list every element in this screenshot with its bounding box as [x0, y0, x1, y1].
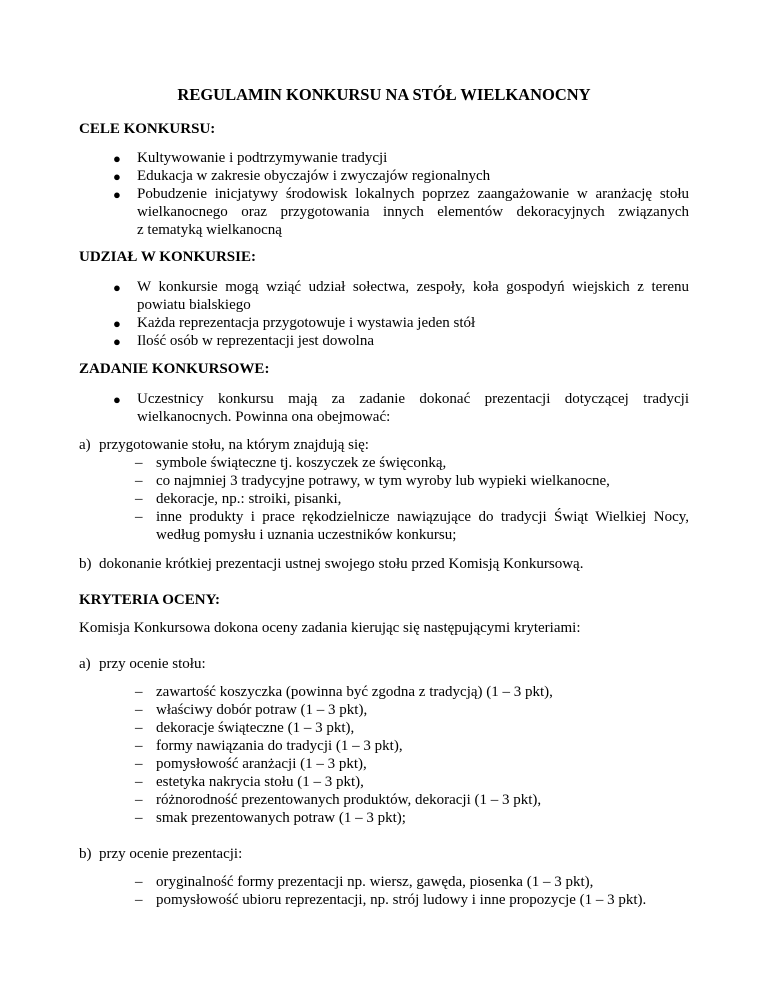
item-text: przy ocenie stołu: [99, 656, 206, 672]
dash-icon: – [135, 792, 143, 808]
dash-icon: – [135, 774, 143, 790]
list-item: smak prezentowanych potraw (1 – 3 pkt); [156, 810, 406, 826]
list-item: W konkursie mogą wziąć udział sołectwa, zespoły, koła gospodyń wiejskich z terenu [137, 279, 689, 295]
list-item: symbole świąteczne tj. koszyczek ze święconką, [156, 455, 447, 471]
list-item: Kultywowanie i podtrzymywanie tradycji [137, 150, 388, 166]
item-text: przygotowanie stołu, na którym znajdują się: [99, 437, 369, 453]
dash-icon: – [135, 874, 143, 890]
list-item: co najmniej 3 tradycyjne potrawy, w tym wyroby lub wypieki wielkanocne, [156, 473, 610, 489]
dash-icon: – [135, 509, 143, 525]
bullet-icon: ● [113, 316, 121, 331]
item-text: przy ocenie prezentacji: [99, 846, 243, 862]
dash-icon: – [135, 892, 143, 908]
paragraph: Komisja Konkursowa dokona oceny zadania kierując się następującymi kryteriami: [79, 620, 581, 636]
list-item: Edukacja w zakresie obyczajów i zwyczajów regionalnych [137, 168, 491, 184]
list-item-continuation: wielkanocnego oraz przygotowania innych elementów dekoracyjnych związanych [137, 204, 689, 220]
list-item: dekoracje, np.: stroiki, pisanki, [156, 491, 342, 507]
page-title: REGULAMIN KONKURSU NA STÓŁ WIELKANOCNY [177, 85, 591, 104]
bullet-icon: ● [113, 169, 121, 184]
list-item: inne produkty i prace rękodzielnicze nawiązujące do tradycji Świąt Wielkiej Nocy, [156, 509, 689, 525]
bullet-icon: ● [113, 392, 121, 407]
item-label: b) [79, 556, 92, 572]
list-item: różnorodność prezentowanych produktów, dekoracji (1 – 3 pkt), [156, 792, 542, 808]
dash-icon: – [135, 738, 143, 754]
list-item-continuation: według pomysłu i uznania uczestników konkursu; [156, 527, 457, 543]
dash-icon: – [135, 473, 143, 489]
list-item: oryginalność formy prezentacji np. wiersz, gawęda, piosenka (1 – 3 pkt), [156, 874, 594, 890]
bullet-icon: ● [113, 280, 121, 295]
section-heading-cele: CELE KONKURSU: [79, 121, 216, 137]
list-item: Każda reprezentacja przygotowuje i wystawia jeden stół [137, 315, 476, 331]
dash-icon: – [135, 756, 143, 772]
section-heading-kryteria: KRYTERIA OCENY: [79, 592, 221, 608]
list-item: pomysłowość aranżacji (1 – 3 pkt), [156, 756, 367, 772]
list-item: Ilość osób w reprezentacji jest dowolna [137, 333, 375, 349]
item-label: a) [79, 437, 91, 453]
paragraph: Uczestnicy konkursu mają za zadanie dokonać prezentacji dotyczącej tradycji [137, 391, 689, 407]
section-heading-zadanie: ZADANIE KONKURSOWE: [79, 361, 270, 377]
list-item: formy nawiązania do tradycji (1 – 3 pkt), [156, 738, 403, 754]
paragraph-continuation: wielkanocnych. Powinna ona obejmować: [137, 409, 391, 425]
list-item: właściwy dobór potraw (1 – 3 pkt), [156, 702, 368, 718]
item-label: b) [79, 846, 92, 862]
list-item: zawartość koszyczka (powinna być zgodna z tradycją) (1 – 3 pkt), [156, 684, 553, 700]
item-label: a) [79, 656, 91, 672]
item-text: dokonanie krótkiej prezentacji ustnej swojego stołu przed Komisją Konkursową. [99, 556, 584, 572]
dash-icon: – [135, 810, 143, 826]
bullet-icon: ● [113, 187, 121, 202]
list-item-continuation: powiatu bialskiego [137, 297, 251, 313]
dash-icon: – [135, 491, 143, 507]
bullet-icon: ● [113, 151, 121, 166]
list-item: dekoracje świąteczne (1 – 3 pkt), [156, 720, 355, 736]
dash-icon: – [135, 702, 143, 718]
bullet-icon: ● [113, 334, 121, 349]
list-item: estetyka nakrycia stołu (1 – 3 pkt), [156, 774, 364, 790]
dash-icon: – [135, 684, 143, 700]
dash-icon: – [135, 455, 143, 471]
section-heading-udzial: UDZIAŁ W KONKURSIE: [79, 249, 256, 265]
dash-icon: – [135, 720, 143, 736]
list-item: Pobudzenie inicjatywy środowisk lokalnych poprzez zaangażowanie w aranżację stołu [137, 186, 689, 202]
list-item: pomysłowość ubioru reprezentacji, np. strój ludowy i inne propozycje (1 – 3 pkt). [156, 892, 647, 908]
list-item-continuation: z tematyką wielkanocną [137, 222, 282, 238]
